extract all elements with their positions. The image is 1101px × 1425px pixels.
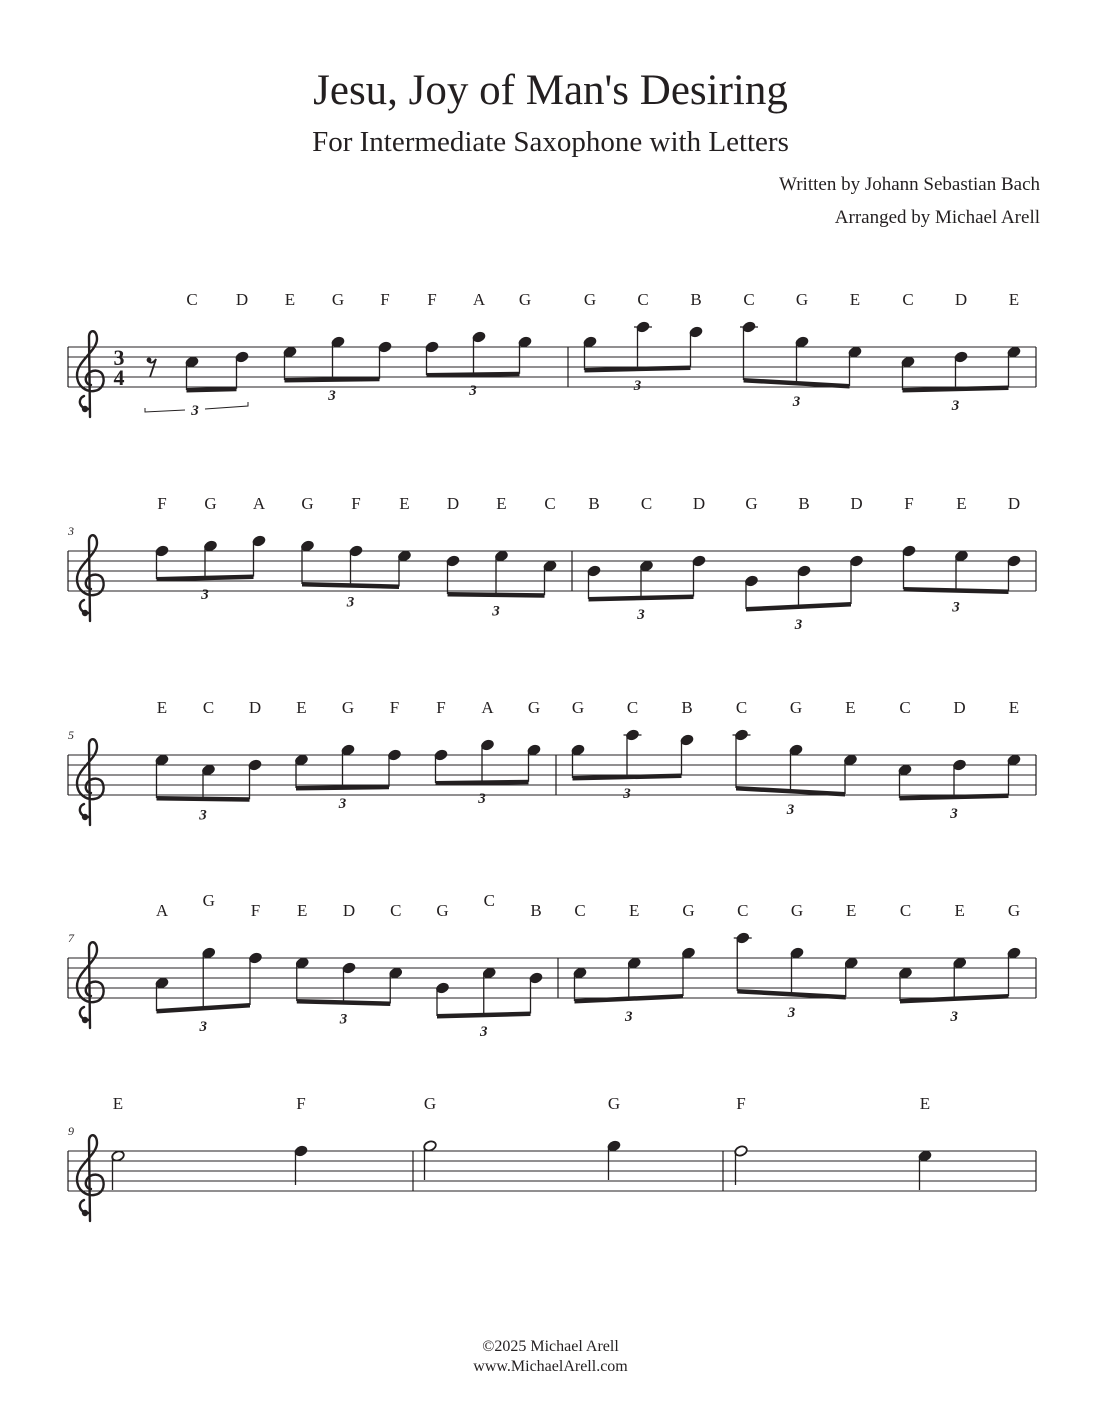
- staff-system: [68, 891, 1036, 1040]
- score-title: Jesu, Joy of Man's Desiring: [313, 67, 788, 114]
- tuplet-number: 3: [794, 617, 803, 633]
- tuplet-number: 3: [786, 802, 795, 818]
- beam: [285, 377, 380, 383]
- note-letter: B: [690, 290, 702, 309]
- tuplet-number: 3: [480, 1024, 488, 1040]
- note: [634, 321, 652, 333]
- note-letter: G: [607, 1094, 621, 1113]
- note-letter: C: [186, 290, 198, 309]
- note-letter: G: [789, 698, 803, 717]
- note-letter: C: [743, 290, 755, 309]
- note-letter: E: [399, 494, 410, 513]
- note: [624, 729, 642, 741]
- note-letter: B: [798, 494, 810, 513]
- beam: [187, 387, 237, 393]
- measure: [155, 891, 558, 1040]
- tuplet-number: 3: [346, 594, 355, 611]
- tuplet-number: 3: [950, 1009, 958, 1025]
- note-letter: G: [423, 1094, 437, 1113]
- tuplet-number: 3: [338, 796, 347, 812]
- note-letter: C: [899, 901, 912, 920]
- note-letter: E: [954, 901, 965, 920]
- time-signature-top: 3: [113, 345, 125, 370]
- note-letter: G: [527, 698, 541, 717]
- tuplet-number: 3: [199, 807, 207, 824]
- note-letter: G: [436, 901, 449, 920]
- note-letter: D: [248, 698, 262, 717]
- note-letter: G: [341, 698, 355, 717]
- tuplet-bracket: [205, 402, 248, 409]
- measure: [587, 494, 1036, 633]
- tuplet-number: 3: [625, 1009, 633, 1025]
- note-letter: A: [481, 698, 494, 717]
- tuplet-number: 3: [201, 587, 209, 603]
- note-letter: E: [156, 698, 168, 717]
- note-letter: G: [583, 290, 597, 309]
- note-letter: D: [953, 698, 966, 717]
- note-letter: E: [845, 698, 856, 717]
- note: [423, 1140, 437, 1180]
- tuplet-number: 3: [951, 398, 960, 414]
- note-letter: D: [692, 494, 706, 513]
- tuplet-number: 3: [952, 599, 960, 616]
- note-letter: F: [736, 1094, 746, 1113]
- note-letter: E: [846, 901, 857, 920]
- note-letter: G: [790, 901, 804, 920]
- measure-number: 7: [68, 931, 74, 945]
- note-letter: E: [297, 901, 308, 920]
- note-letter: C: [737, 901, 749, 920]
- note-letter: G: [518, 290, 532, 309]
- measure: [583, 290, 1036, 414]
- note-letter: A: [155, 901, 169, 920]
- treble-clef-icon: [77, 1135, 104, 1221]
- treble-clef-dot: [82, 814, 88, 820]
- tuplet-number: 3: [478, 791, 486, 807]
- treble-clef-icon: [77, 331, 104, 417]
- measure: [111, 1094, 413, 1191]
- note-letter: E: [1008, 290, 1020, 309]
- measure: [734, 1094, 1036, 1191]
- measure: [573, 901, 1036, 1025]
- note-letter: C: [483, 891, 495, 910]
- tuplet-number: 3: [469, 383, 477, 399]
- tuplet-number: 3: [950, 806, 958, 822]
- note-letter: F: [436, 698, 446, 717]
- note-letter: B: [681, 698, 693, 717]
- note-letter: E: [629, 901, 640, 920]
- measure: [423, 1094, 723, 1191]
- treble-clef-icon: [77, 535, 104, 621]
- note-letter: G: [331, 290, 345, 309]
- note: [740, 321, 758, 333]
- note-letter: F: [380, 290, 390, 309]
- beam: [157, 796, 250, 802]
- note-letter: G: [571, 698, 585, 717]
- note-letter: E: [296, 698, 307, 717]
- measure: [571, 698, 1036, 822]
- note-letter: G: [795, 290, 809, 309]
- measure-number: 9: [68, 1124, 74, 1138]
- note-letter: C: [574, 901, 586, 920]
- measure: [155, 698, 556, 823]
- note-letter: B: [588, 494, 600, 513]
- note-letter: G: [745, 494, 758, 513]
- note-letter: E: [849, 290, 861, 309]
- tuplet-number: 3: [328, 388, 336, 404]
- beam: [448, 592, 545, 598]
- note-letter: C: [390, 901, 402, 920]
- note: [918, 1150, 932, 1190]
- note: [734, 1145, 748, 1185]
- note-letter: G: [301, 494, 314, 513]
- note-letter: G: [202, 891, 215, 910]
- note-letter: C: [637, 290, 649, 309]
- tuplet-number: 3: [637, 607, 645, 623]
- note-letter: E: [1008, 698, 1020, 717]
- staff-system: [67, 494, 1036, 633]
- tuplet-number: 3: [792, 394, 801, 410]
- staff-system: [68, 1094, 1036, 1221]
- note-letter: F: [904, 494, 914, 513]
- note: [734, 932, 752, 944]
- measure-number: 3: [68, 524, 74, 538]
- note-letter: D: [446, 494, 460, 513]
- note-letter: C: [640, 494, 653, 513]
- note-letter: D: [235, 290, 249, 309]
- note-letter: F: [296, 1094, 306, 1113]
- note: [733, 729, 751, 741]
- time-signature-bottom: 4: [113, 365, 125, 390]
- tuplet-number: 3: [492, 603, 500, 620]
- note-letter: D: [342, 901, 356, 920]
- treble-clef-icon: [77, 739, 104, 825]
- note-letter: G: [204, 494, 217, 513]
- measure-number: 5: [68, 728, 74, 742]
- staff-system: [68, 698, 1036, 825]
- tuplet-number: 3: [199, 1019, 207, 1035]
- tuplet-number: 3: [633, 378, 642, 394]
- note-letter: E: [496, 494, 507, 513]
- arranger-credit: Arranged by Michael Arell: [834, 207, 1040, 228]
- staff-system: [68, 290, 1036, 419]
- note-letter: A: [472, 290, 486, 309]
- note-letter: D: [1007, 494, 1021, 513]
- eighth-rest-dot: [147, 358, 152, 363]
- note-letter: F: [157, 494, 167, 513]
- note-letter: E: [956, 494, 967, 513]
- copyright-text: ©2025 Michael Arell: [482, 1338, 619, 1355]
- note-letter: C: [902, 290, 914, 309]
- note-letter: C: [626, 698, 639, 717]
- note-letter: F: [389, 698, 400, 717]
- note-letter: F: [427, 290, 437, 309]
- note-letter: F: [351, 494, 361, 513]
- note: [294, 1145, 308, 1185]
- measure: [155, 494, 572, 619]
- treble-clef-dot: [82, 1210, 88, 1216]
- note-letter: G: [682, 901, 695, 920]
- treble-clef-icon: [77, 942, 104, 1028]
- note-letter: C: [202, 698, 215, 717]
- note-letter: E: [112, 1094, 124, 1113]
- note-letter: F: [250, 901, 261, 920]
- website-link[interactable]: www.MichaelArell.com: [473, 1358, 628, 1375]
- beam: [296, 785, 389, 791]
- tuplet-number: 3: [787, 1005, 796, 1021]
- measure: [145, 290, 568, 419]
- treble-clef-dot: [82, 1017, 88, 1023]
- composer-credit: Written by Johann Sebastian Bach: [779, 174, 1040, 195]
- tuplet-number: 3: [623, 786, 631, 802]
- note-letter: A: [252, 494, 266, 513]
- note: [111, 1150, 125, 1190]
- note-letter: D: [954, 290, 968, 309]
- note-letter: B: [530, 901, 542, 920]
- note-letter: E: [919, 1094, 931, 1113]
- note-letter: D: [850, 494, 863, 513]
- tuplet-bracket: [145, 408, 185, 412]
- note-letter: C: [544, 494, 556, 513]
- note-letter: C: [735, 698, 748, 717]
- score-subtitle: For Intermediate Saxophone with Letters: [312, 126, 789, 158]
- note-letter: E: [284, 290, 296, 309]
- note-letter: G: [1007, 901, 1021, 920]
- tuplet-number: 3: [339, 1011, 348, 1028]
- note: [607, 1140, 621, 1180]
- treble-clef-dot: [82, 610, 88, 616]
- treble-clef-dot: [82, 406, 88, 412]
- tuplet-number: 3: [191, 403, 199, 419]
- note-letter: C: [899, 698, 911, 717]
